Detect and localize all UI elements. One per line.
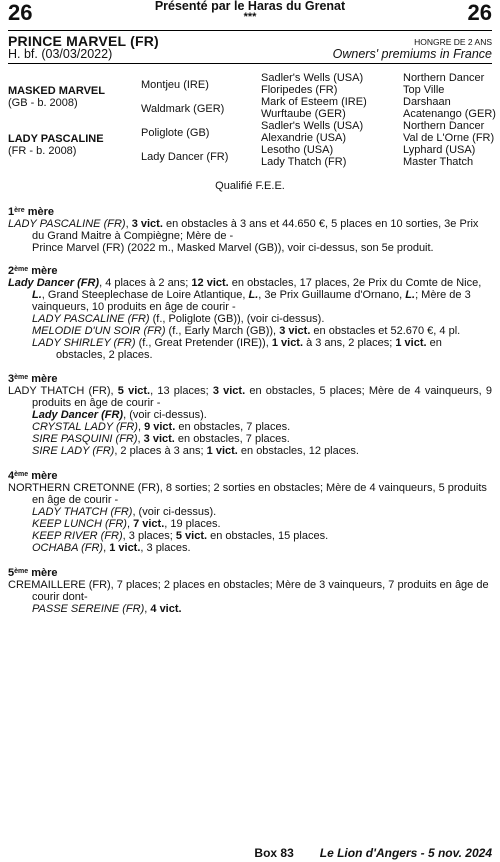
stars: *** (243, 11, 257, 23)
fourth-dam-record: NORTHERN CRETONNE (FR), 8 sorties; 2 sorties en obstacles; Mère de 4 vainqueurs, 5 produits en âge de courir - (8, 482, 487, 506)
gen4-1: Northern Dancer (403, 72, 485, 84)
sire (8, 85, 105, 109)
gen3-4: Wurftaube (GER) (261, 108, 346, 120)
owners-premium: Owners' premiums in France (332, 47, 492, 61)
sire-name: MASKED MARVEL (8, 85, 105, 97)
first-dam-section (8, 205, 492, 254)
first-dam-record: LADY PASCALINE (FR), 3 vict. en obstacles à 3 ans et 44.650 €, 5 places en 10 sorties, 3e Prix du Grand Maitre à Compiègne; Mère de - (8, 218, 479, 242)
fourth-dam-heading: 4ème mère (8, 470, 58, 482)
produce-item: OCHABA (FR), 1 vict., 3 places. (32, 542, 191, 554)
gen4-3: Darshaan (403, 96, 451, 108)
fourth-dam-section (8, 469, 492, 554)
gen3-1: Sadler's Wells (USA) (261, 72, 364, 84)
dam-name: LADY PASCALINE (8, 133, 104, 145)
produce-item: SIRE PASQUINI (FR), 3 vict. en obstacles, 7 places. (32, 433, 290, 445)
gen4-6: Val de L'Orne (FR) (403, 132, 495, 144)
produce-item: MELODIE D'UN SOIR (FR) (f., Early March (GB)), 3 vict. en obstacles et 52.670 €, 4 pl. (32, 325, 461, 337)
footer (254, 846, 492, 860)
third-dam-record: LADY THATCH (FR), 5 vict., 13 places; 3 vict. en obstacles, 5 places; Mère de 4 vainqueurs, 9 produits en âge de courir - (8, 385, 492, 409)
gen3-5: Sadler's Wells (USA) (261, 120, 364, 132)
fifth-dam-heading: 5ème mère (8, 567, 58, 579)
second-dam-heading: 2ème mère (8, 265, 58, 277)
lot-number-right: 26 (467, 0, 492, 25)
gen3-2: Floripedes (FR) (261, 84, 338, 96)
gen2-4: Lady Dancer (FR) (141, 151, 229, 163)
produce-item: PASSE SEREINE (FR), 4 vict. (32, 603, 182, 615)
produce-item: SIRE LADY (FR), 2 places à 3 ans; 1 vict. en obstacles, 12 places. (32, 445, 359, 457)
gen4-4: Acatenango (GER) (403, 108, 496, 120)
gen2-2: Waldmark (GER) (141, 103, 225, 115)
gen4-5: Northern Dancer (403, 120, 485, 132)
sale-info: Le Lion d'Angers - 5 nov. 2024 (319, 846, 492, 860)
first-dam-produce: Prince Marvel (FR) (2022 m., Masked Marvel (GB)), voir ci-dessus, son 5e produit. (32, 242, 434, 254)
qualification: Qualifié F.E.E. (215, 180, 285, 192)
gen3-7: Lesotho (USA) (261, 144, 334, 156)
produce-item: LADY THATCH (FR), (voir ci-dessus). (32, 506, 217, 518)
header-rule (8, 30, 492, 31)
produce-item: KEEP RIVER (FR), 3 places; 5 vict. en obstacles, 15 places. (32, 530, 329, 542)
gen4-2: Top Ville (403, 84, 445, 96)
second-dam-section (8, 264, 492, 361)
fifth-dam-section (8, 566, 492, 615)
gen4-8: Master Thatch (403, 156, 474, 168)
fifth-dam-record: CREMAILLERE (FR), 7 places; 2 places en obstacles; Mère de 3 vainqueurs, 7 produits en âge de courir dont- (8, 579, 489, 603)
lot-number: 26 (8, 0, 33, 25)
box-number: Box 83 (254, 846, 294, 860)
dam-detail: (FR - b. 2008) (8, 145, 77, 157)
pedigree-rule (8, 63, 492, 64)
dam (8, 133, 104, 157)
presenter-line: Présenté par le Haras du Grenat (154, 0, 346, 13)
gen2-3: Poliglote (GB) (141, 127, 210, 139)
first-dam-heading: 1ère mère (8, 206, 54, 218)
second-dam-record: Lady Dancer (FR), 4 places à 2 ans; 12 vict. en obstacles, 17 places, 2e Prix du Comte de Nice, L., Grand Steeplechase de Loire Atlantique, L., 3e Prix Guillaume d'Ornano, L.; Mère de 3 vainqueurs, 10 produits en âge de courir - (8, 277, 482, 313)
sire-detail: (GB - b. 2008) (8, 97, 78, 109)
horse-sex-age: HONGRE DE 2 ANS (414, 37, 492, 47)
third-dam-section (8, 372, 492, 457)
gen2-1: Montjeu (IRE) (141, 79, 209, 91)
produce-item: LADY PASCALINE (FR) (f., Poliglote (GB)), (voir ci-dessus). (32, 313, 325, 325)
gen4-7: Lyphard (USA) (403, 144, 476, 156)
gen3-3: Mark of Esteem (IRE) (261, 96, 367, 108)
gen3-6: Alexandrie (USA) (261, 132, 346, 144)
produce-item: LADY SHIRLEY (FR) (f., Great Pretender (IRE)), 1 vict. à 3 ans, 2 places; 1 vict. en obstacles, 2 places. (32, 337, 442, 361)
produce-item: Lady Dancer (FR), (voir ci-dessus). (32, 409, 207, 421)
third-dam-heading: 3ème mère (8, 373, 58, 385)
produce-item: KEEP LUNCH (FR), 7 vict., 19 places. (32, 518, 221, 530)
horse-name: PRINCE MARVEL (FR) (8, 33, 159, 49)
gen3-8: Lady Thatch (FR) (261, 156, 347, 168)
horse-dob: H. bf. (03/03/2022) (8, 47, 113, 61)
produce-item: CRYSTAL LADY (FR), 9 vict. en obstacles, 7 places. (32, 421, 291, 433)
